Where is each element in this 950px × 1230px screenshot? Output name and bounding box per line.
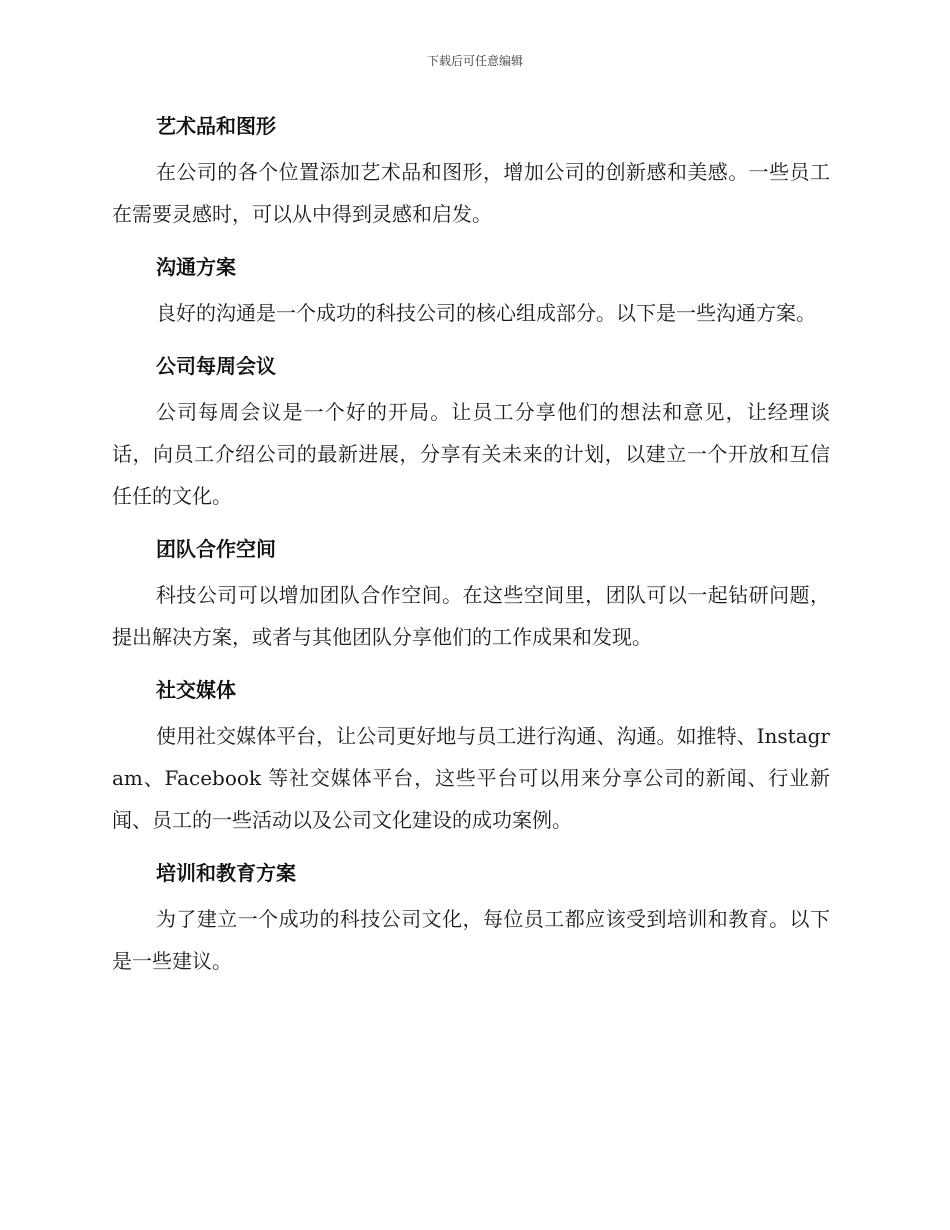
- section-paragraph: 在公司的各个位置添加艺术品和图形，增加公司的创新感和美感。一些员工在需要灵感时，可以从中得到灵感和启发。: [112, 160, 830, 226]
- section-training-plan: [112, 851, 830, 982]
- section-paragraph: 为了建立一个成功的科技公司文化，每位员工都应该受到培训和教育。以下是一些建议。: [112, 907, 830, 973]
- page-header: 下载后可任意编辑: [426, 54, 523, 68]
- section-heading: 沟通方案: [156, 255, 236, 279]
- section-heading: 培训和教育方案: [156, 861, 296, 885]
- document-body: [112, 104, 830, 992]
- section-social-media: [112, 668, 830, 841]
- section-paragraph: 使用社交媒体平台，让公司更好地与员工进行沟通、沟通。如推特、Instagram、Facebook 等社交媒体平台，这些平台可以用来分享公司的新闻、行业新闻、员工的一些活动以及公司文化建设的成功案例。: [112, 724, 830, 832]
- section-heading: 艺术品和图形: [156, 114, 276, 138]
- section-communication-plan: [112, 245, 830, 334]
- section-paragraph: 公司每周会议是一个好的开局。让员工分享他们的想法和意见，让经理谈话，向员工介绍公司的最新进展，分享有关未来的计划，以建立一个开放和互信任任的文化。: [112, 400, 830, 508]
- section-heading: 公司每周会议: [156, 354, 276, 378]
- section-paragraph: 科技公司可以增加团队合作空间。在这些空间里，团队可以一起钻研问题，提出解决方案，或者与其他团队分享他们的工作成果和发现。: [112, 583, 830, 649]
- section-paragraph: 良好的沟通是一个成功的科技公司的核心组成部分。以下是一些沟通方案。: [156, 301, 816, 325]
- section-heading: 团队合作空间: [156, 537, 276, 561]
- section-team-space: [112, 527, 830, 658]
- section-art-and-graphics: [112, 104, 830, 235]
- section-weekly-meeting: [112, 344, 830, 517]
- section-heading: 社交媒体: [156, 678, 236, 702]
